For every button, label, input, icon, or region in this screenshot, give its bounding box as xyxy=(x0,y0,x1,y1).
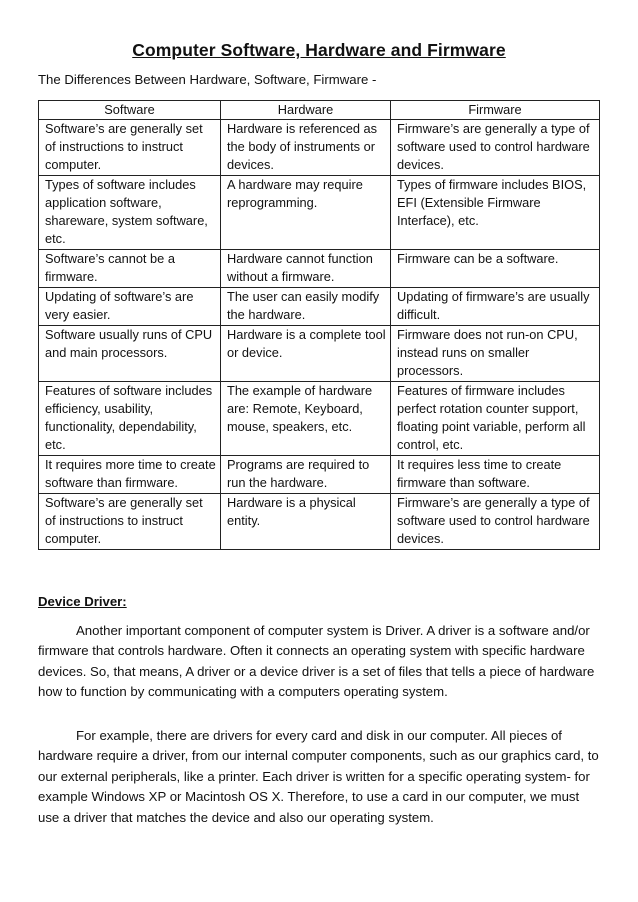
header-hardware: Hardware xyxy=(221,101,391,120)
cell-hardware: Hardware cannot function without a firmware. xyxy=(221,250,391,288)
cell-firmware: Firmware does not run-on CPU, instead runs on smaller processors. xyxy=(391,326,600,382)
cell-firmware: Types of firmware includes BIOS, EFI (Extensible Firmware Interface), etc. xyxy=(391,176,600,250)
cell-software: Software usually runs of CPU and main processors. xyxy=(39,326,221,382)
device-driver-paragraph-2: For example, there are drivers for every card and disk in our computer. All pieces of hardware require a driver, from our internal computer components, such as our graphics card, to our external peripherals, like a printer. Each driver is written for a specific operating system- for example Windows XP or Macintosh OS X. Therefore, to use a card in our computer, we must use a driver that matches the device and also our operating system. xyxy=(38,728,599,825)
table-row xyxy=(39,288,600,326)
device-driver-heading: Device Driver: xyxy=(38,594,127,609)
cell-firmware: Updating of firmware’s are usually difficult. xyxy=(391,288,600,326)
table-row xyxy=(39,176,600,250)
cell-hardware: Hardware is a complete tool or device. xyxy=(221,326,391,382)
table-row xyxy=(39,120,600,176)
cell-firmware: Firmware can be a software. xyxy=(391,250,600,288)
cell-software: Features of software includes efficiency, usability, functionality, dependability, etc. xyxy=(39,382,221,456)
table-row xyxy=(39,326,600,382)
comparison-table xyxy=(38,100,600,550)
cell-software: Software’s are generally set of instructions to instruct computer. xyxy=(39,494,221,550)
cell-hardware: The user can easily modify the hardware. xyxy=(221,288,391,326)
cell-software: Updating of software’s are very easier. xyxy=(39,288,221,326)
cell-software: Types of software includes application software, shareware, system software, etc. xyxy=(39,176,221,250)
cell-firmware: Features of firmware includes perfect rotation counter support, floating point variable, perform all control, etc. xyxy=(391,382,600,456)
cell-firmware: Firmware’s are generally a type of software used to control hardware devices. xyxy=(391,494,600,550)
table-row xyxy=(39,382,600,456)
header-software: Software xyxy=(39,101,221,120)
cell-hardware: Programs are required to run the hardware. xyxy=(221,456,391,494)
document-title: Computer Software, Hardware and Firmware xyxy=(132,40,506,60)
cell-software: Software’s are generally set of instructions to instruct computer. xyxy=(39,120,221,176)
header-firmware: Firmware xyxy=(391,101,600,120)
document-subtitle: The Differences Between Hardware, Software, Firmware - xyxy=(38,72,377,87)
cell-hardware: Hardware is referenced as the body of instruments or devices. xyxy=(221,120,391,176)
table-row xyxy=(39,250,600,288)
cell-software: It requires more time to create software than firmware. xyxy=(39,456,221,494)
table-row xyxy=(39,456,600,494)
cell-hardware: Hardware is a physical entity. xyxy=(221,494,391,550)
device-driver-paragraph-1: Another important component of computer system is Driver. A driver is a software and/or firmware that controls hardware. Often it connects an operating system with specific hardware devices. So, that means, A driver or a device driver is a set of files that tells a piece of hardware how to function by communicating with a computers operating system. xyxy=(38,623,595,700)
cell-software: Software’s cannot be a firmware. xyxy=(39,250,221,288)
table-header-row xyxy=(39,101,600,120)
cell-hardware: A hardware may require reprogramming. xyxy=(221,176,391,250)
cell-hardware: The example of hardware are: Remote, Keyboard, mouse, speakers, etc. xyxy=(221,382,391,456)
table-row xyxy=(39,494,600,550)
cell-firmware: It requires less time to create firmware than software. xyxy=(391,456,600,494)
cell-firmware: Firmware’s are generally a type of software used to control hardware devices. xyxy=(391,120,600,176)
